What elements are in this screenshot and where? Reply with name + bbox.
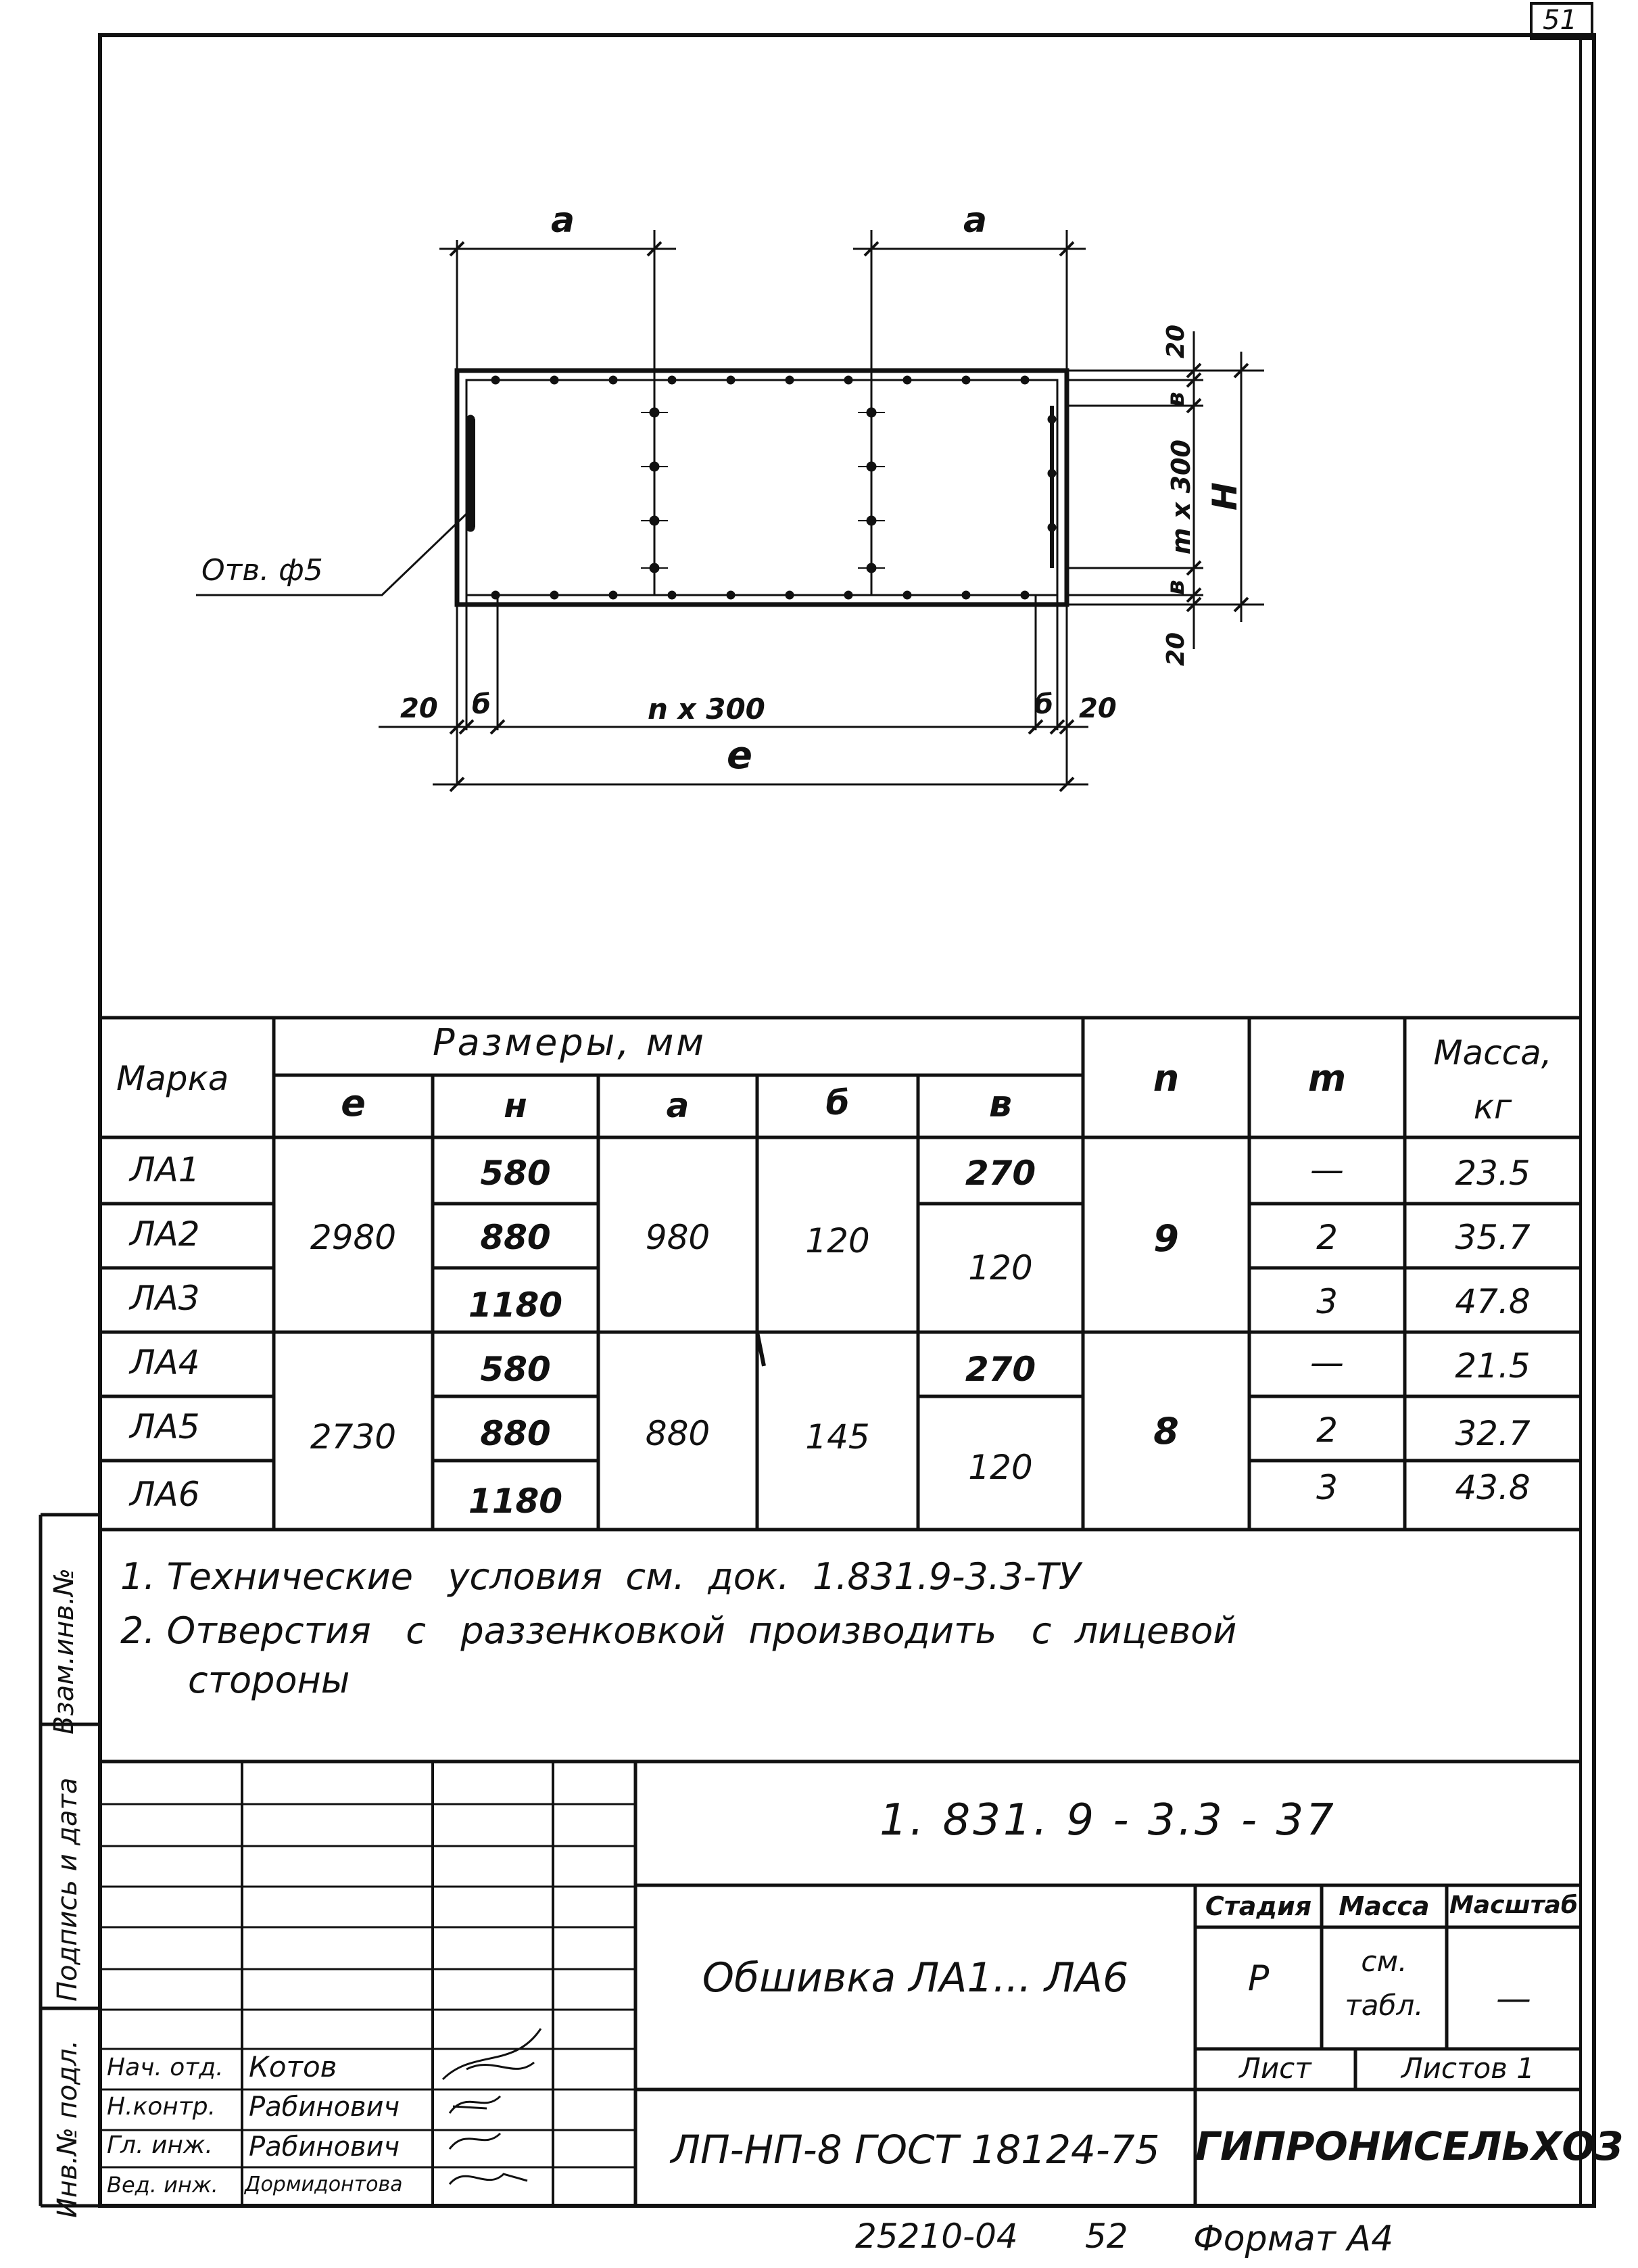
- signatures: [443, 2029, 541, 2184]
- hole-label: Отв. ф5: [201, 553, 323, 588]
- sheet-label: Лист: [1239, 2052, 1311, 2085]
- row-mass: 23.5: [1455, 1154, 1531, 1193]
- person-name: Рабинович: [249, 2092, 400, 2123]
- dim-20-left-label: 20: [400, 693, 438, 724]
- side-stamp-replace-inv: Взам.инв.№: [49, 1567, 80, 1734]
- group1-l: 2980: [310, 1218, 397, 1257]
- dim-m300-label: m x 300: [1166, 440, 1196, 554]
- row-mass: 32.7: [1455, 1414, 1531, 1453]
- row-h: 580: [480, 1154, 551, 1193]
- dim-n300-label: n x 300: [648, 692, 765, 726]
- dim-v-bottom-label: в: [1162, 580, 1190, 595]
- dim-a-left-label: a: [551, 200, 575, 241]
- mass-value-1: см.: [1361, 1945, 1407, 1978]
- row-mass: 47.8: [1455, 1282, 1531, 1321]
- stage-label: Стадия: [1205, 1891, 1312, 1921]
- col-header-m: m: [1307, 1057, 1347, 1100]
- row-m: 2: [1316, 1411, 1338, 1450]
- row-m: 2: [1316, 1218, 1338, 1257]
- row-mark: ЛА2: [130, 1214, 200, 1254]
- person-name: Котов: [249, 2050, 337, 2083]
- row-m: 3: [1316, 1468, 1338, 1507]
- row-mark: ЛА3: [130, 1279, 200, 1318]
- standard: ЛП-НП-8 ГОСТ 18124-75: [671, 2127, 1160, 2173]
- footer-copy-no: 52: [1085, 2217, 1128, 2256]
- mass-value-2: табл.: [1345, 1989, 1424, 2022]
- note-line-2: 2. Отверстия с раззенковкой производить с лицевой: [120, 1609, 1237, 1652]
- group2-a: 880: [645, 1414, 710, 1453]
- person-name: Дормидонтова: [245, 2173, 403, 2196]
- col-header-mass: Масса,: [1433, 1033, 1552, 1072]
- group2-v-first: 270: [965, 1350, 1036, 1389]
- group2-v-rest: 120: [968, 1448, 1033, 1487]
- row-mark: ЛА4: [130, 1343, 200, 1382]
- side-stamp-inv-no: Инв.№ подл.: [52, 2039, 83, 2218]
- group2-l: 2730: [310, 1417, 397, 1457]
- col-header-a: а: [666, 1086, 690, 1125]
- row-m: —: [1310, 1343, 1344, 1382]
- stage-value: Р: [1247, 1958, 1270, 1999]
- dim-b-left-label: б: [472, 689, 491, 720]
- group2-b: 145: [805, 1417, 870, 1457]
- person-name: Рабинович: [249, 2131, 400, 2163]
- person-role: Н.контр.: [107, 2093, 216, 2121]
- group1-v-rest: 120: [968, 1248, 1033, 1287]
- person-role: Вед. инж.: [107, 2172, 218, 2198]
- col-header-mark: Марка: [116, 1059, 229, 1098]
- row-mass: 35.7: [1455, 1218, 1531, 1257]
- drawing-title: Обшивка ЛА1... ЛА6: [702, 1954, 1129, 2002]
- group1-a: 980: [645, 1218, 710, 1257]
- row-h: 580: [480, 1350, 551, 1389]
- group1-n: 9: [1153, 1217, 1179, 1260]
- col-header-sizes: Размеры, мм: [433, 1021, 707, 1064]
- group1-b: 120: [805, 1221, 870, 1260]
- dim-H-label: H: [1205, 482, 1245, 511]
- row-m: —: [1310, 1150, 1344, 1189]
- dim-b-right-label: б: [1034, 689, 1053, 720]
- dim-20-right-label: 20: [1079, 693, 1117, 724]
- person-role: Нач. отд.: [107, 2054, 224, 2081]
- group1-v-first: 270: [965, 1154, 1036, 1193]
- doc-code: 1. 831. 9 - 3.3 - 37: [880, 1795, 1336, 1845]
- note-line-1: 1. Технические условия см. док. 1.831.9-3.3-ТУ: [120, 1555, 1081, 1598]
- dim-a-right-label: a: [963, 200, 988, 241]
- dim-l-label: e: [727, 734, 752, 778]
- group2-n: 8: [1153, 1410, 1179, 1452]
- note-line-3: стороны: [188, 1659, 350, 1701]
- person-role: Гл. инж.: [107, 2131, 213, 2159]
- sheets-label: Листов 1: [1401, 2052, 1535, 2085]
- organization: ГИПРОНИСЕЛЬХОЗ: [1195, 2123, 1623, 2169]
- col-header-v: в: [988, 1083, 1013, 1125]
- footer-order-no: 25210-04: [855, 2217, 1018, 2256]
- footer-format: Формат А4: [1193, 2219, 1394, 2259]
- scale-label: Масштаб: [1449, 1891, 1578, 1919]
- row-h: 1180: [468, 1285, 563, 1325]
- mass-label: Масса: [1339, 1891, 1430, 1921]
- col-header-l: e: [341, 1082, 366, 1125]
- col-header-n: n: [1153, 1057, 1180, 1100]
- row-mark: ЛА5: [130, 1407, 200, 1446]
- dim-20-bottom-label: 20: [1162, 632, 1190, 666]
- col-header-b: б: [825, 1083, 850, 1123]
- dim-v-top-label: в: [1162, 392, 1190, 407]
- row-h: 880: [480, 1414, 551, 1453]
- col-header-h: н: [504, 1086, 527, 1125]
- row-mass: 43.8: [1455, 1468, 1531, 1507]
- row-h: 880: [480, 1218, 551, 1257]
- row-mass: 21.5: [1455, 1346, 1531, 1386]
- page-number: 51: [1543, 5, 1577, 36]
- row-mark: ЛА1: [130, 1150, 200, 1189]
- dim-20-top-label: 20: [1162, 324, 1190, 358]
- row-mark: ЛА6: [130, 1475, 200, 1514]
- row-h: 1180: [468, 1482, 563, 1521]
- side-stamp-sign-date: Подпись и дата: [52, 1777, 83, 2002]
- scale-value: —: [1496, 1979, 1531, 2019]
- row-m: 3: [1316, 1282, 1338, 1321]
- col-header-mass-unit: кг: [1473, 1087, 1512, 1127]
